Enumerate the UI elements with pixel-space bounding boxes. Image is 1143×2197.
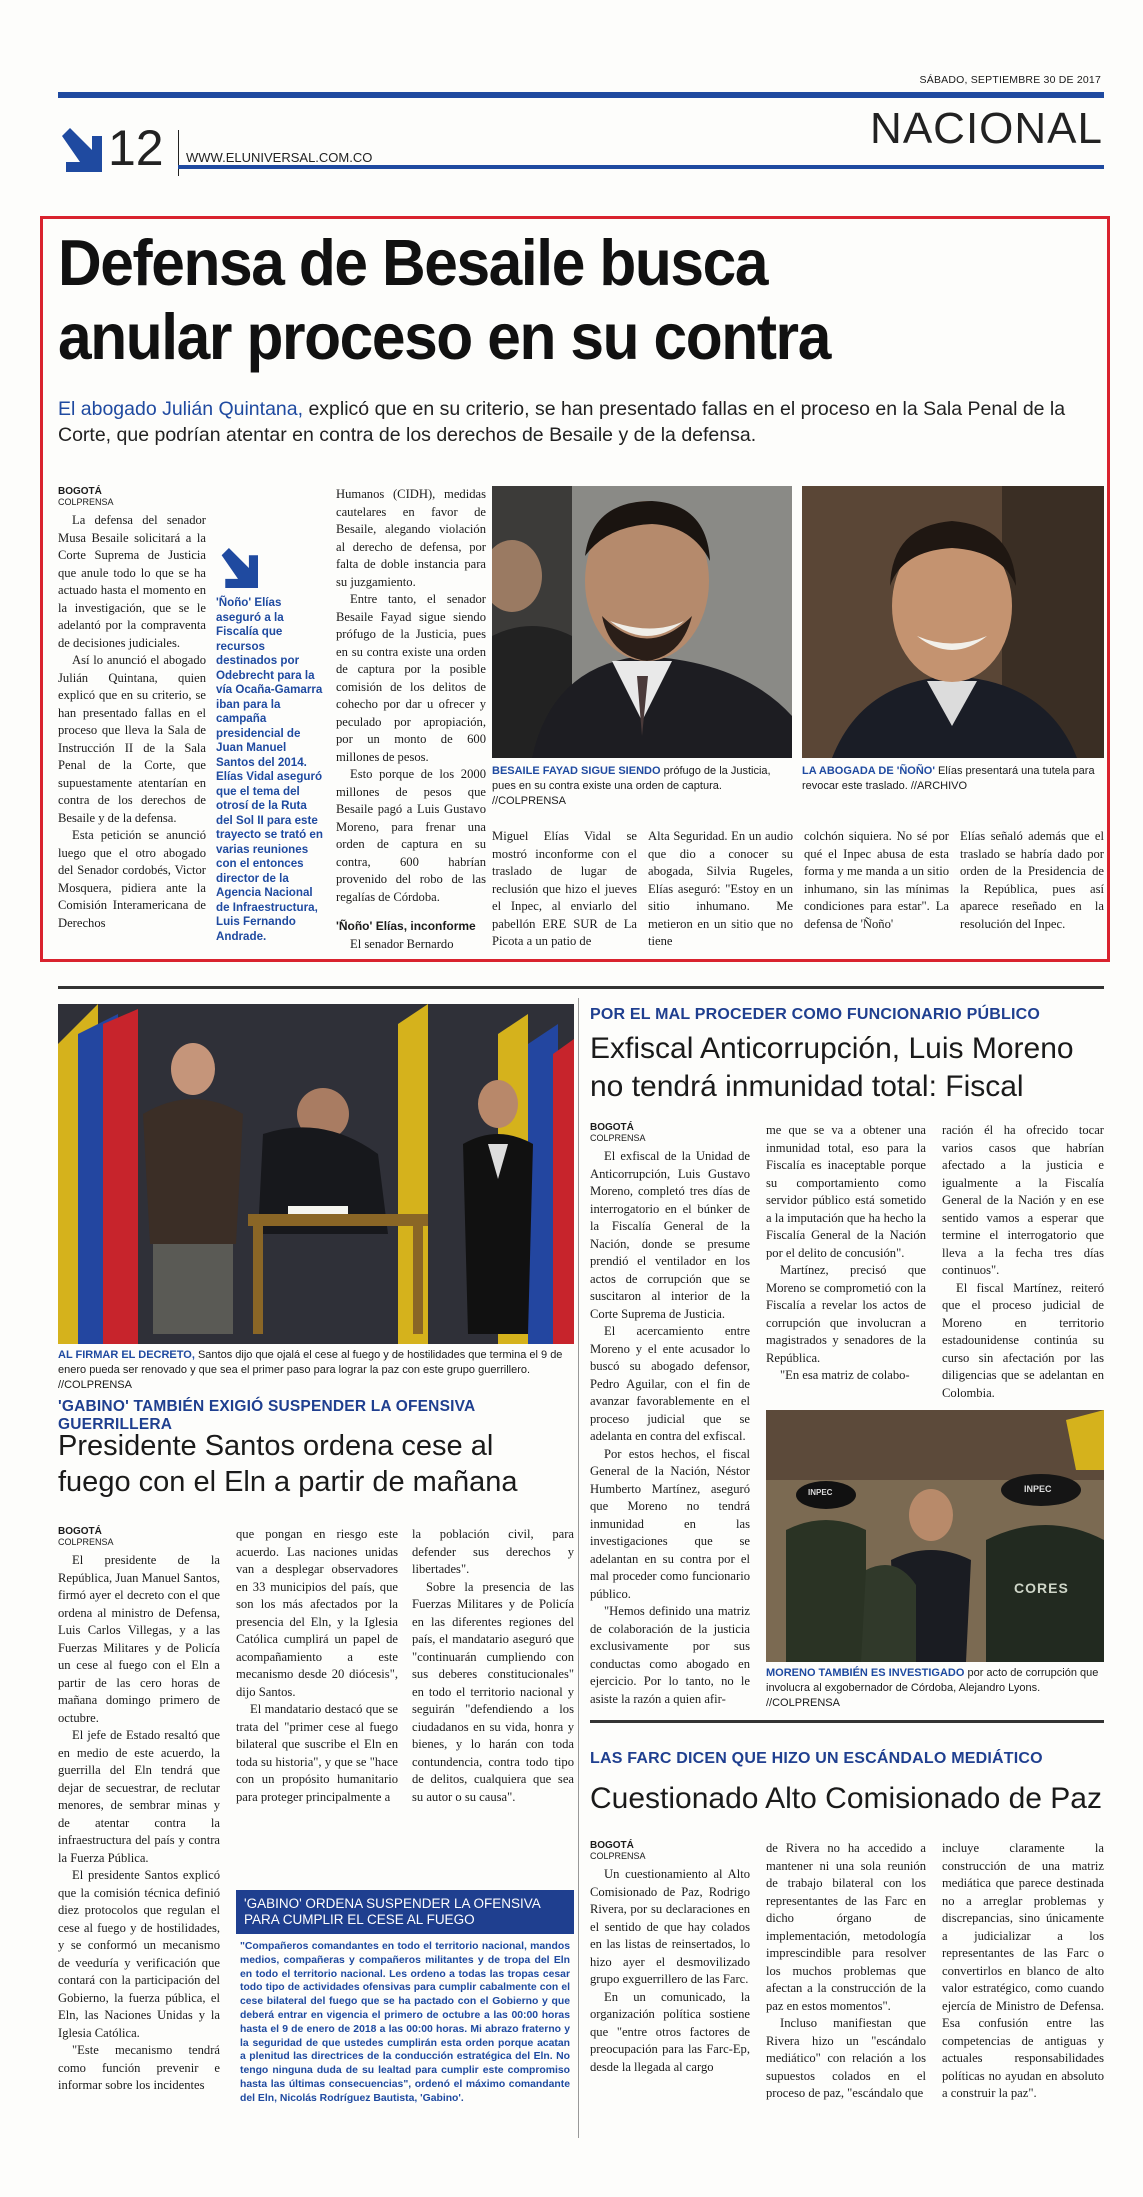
moreno-col2-p2: Martínez, precisó que Moreno se comprometió con la Fiscalía a revelar los actos de corrupción que involucran a magistrados y senadores de la República. bbox=[766, 1263, 926, 1365]
moreno-dateline: BOGOTÁ bbox=[590, 1122, 634, 1133]
moreno-col-2 bbox=[766, 1122, 926, 1385]
santos-agency: COLPRENSA bbox=[58, 1537, 114, 1547]
caption-besaile bbox=[492, 764, 792, 809]
caption-santos-bold: AL FIRMAR EL DECRETO, bbox=[58, 1349, 195, 1361]
page-number-divider bbox=[178, 130, 179, 176]
farc-col1-p1: Un cuestionamiento al Alto Comisionado de Paz, Rodrigo Rivera, por su declaraciones en el sentido de que hay colados en las listas de reinsertados, lo hizo ayer el desmovilizado grupo exguerrillero de las Farc. bbox=[590, 1867, 750, 1986]
main-col4-text: Alta Seguridad. En un audio que dio a conocer su abogada, Silvia Rugeles, Elías aseguró: "Estoy en un sitio inhumano. Me metieron en un sitio que no tiene bbox=[648, 829, 793, 948]
caption-besaile-bold: BESAILE FAYAD SIGUE SIENDO bbox=[492, 765, 661, 777]
santos-col2-p1: que pongan en riesgo este acuerdo. Las naciones unidas van a desplegar observadores en 33 municipios del país, que son los más afectados por la presencia del Eln, y la Iglesia Católica cumplirá un papel de acompañamiento a este mecanismo desde 20 diócesis", dijo Santos. bbox=[236, 1527, 398, 1699]
santos-col3-p1: la población civil, para defender sus derechos y libertades". bbox=[412, 1527, 574, 1576]
moreno-col3-p1: ración él ha ofrecido tocar varios casos que habrían afectado a la justicia e igualmente a la Fiscalía General de la Nación y en ese sentido vamos a esperar que termine el interrogatorio que lleva a la fecha tres días continuos". bbox=[942, 1123, 1104, 1277]
caption-santos bbox=[58, 1348, 574, 1393]
gabino-box bbox=[236, 1890, 574, 2140]
main-col1-p3: Esta petición se anunció luego que el otro abogado del Senador cordobés, Victor Mosquera, pidiera ante la Comisión Interamericana de Derechos bbox=[58, 828, 206, 930]
main-subhead: 'Ñoño' Elías, inconforme bbox=[336, 919, 476, 933]
main-lead-highlight: El abogado Julián Quintana, bbox=[58, 398, 304, 420]
main-col2-p3: Esto porque de los 2000 millones de pesos que Besaile pagó a Luis Gustavo Moreno, para frenar una orden de captura en su contra, 600 habrían provenido del robo de las regalías de Córdoba. bbox=[336, 767, 486, 904]
main-col2-p2: Entre tanto, el senador Besaile Fayad sigue siendo prófugo de la Justicia, pues en su contra existe una orden de captura por la posible comisión de los delitos de cohecho por dar u ofrecer y peculado por apropiación, por un monto de 600 millones de pesos. bbox=[336, 592, 486, 764]
santos-kicker: 'GABINO' TAMBIÉN EXIGIÓ SUSPENDER LA OFENSIVA GUERRILLERA bbox=[58, 1398, 475, 1433]
santos-col1-p4: "Este mecanismo tendrá como función prevenir e informar sobre los incidentes bbox=[58, 2043, 220, 2092]
santos-col1-p2: El jefe de Estado resaltó que en medio de este acuerdo, la guerrilla del Eln tendrá que dejar de secuestrar, de reclutar menores, de sembrar minas y de atentar contra la infraestructura del país y contra la Fuerza Pública. bbox=[58, 1728, 220, 1865]
main-headline-line1: Defensa de Besaile busca bbox=[58, 226, 768, 299]
farc-col2-p1: de Rivera no ha accedido a mantener ni una sola reunión de trabajo bilateral con los representantes de las Farc en dicho órgano de implementación, metodología imprescindible para resolver los muchos problemas que afectan a la construcción de la paz en estos momentos". bbox=[766, 1841, 926, 2013]
moreno-col-3 bbox=[942, 1122, 1104, 1402]
main-col1-p2: Así lo anunció el abogado Julián Quintana, quien explicó que en su criterio, se han presentado fallas en el proceso que lleva la Sala de Instrucción II de la Sala Penal de la Corte, que supuestamente atentarían en contra de los derechos de Besaile y de la defensa. bbox=[58, 653, 206, 825]
column-divider bbox=[578, 998, 579, 2138]
section-divider bbox=[58, 986, 1104, 989]
main-headline bbox=[58, 226, 1081, 374]
inpec-badge-1: INPEC bbox=[808, 1488, 833, 1497]
moreno-headline: Exfiscal Anticorrupción, Luis Moreno no tendrá inmunidad total: Fiscal bbox=[590, 1032, 1074, 1103]
santos-col-2 bbox=[236, 1526, 398, 1806]
santos-col-3 bbox=[412, 1526, 574, 1806]
main-col5-text: colchón siquiera. No sé por qué el Inpec abusa de esta forma y me manda a un sitio inhumano, sin las mínimas condiciones para estar". La defensa de 'Ñoño' bbox=[804, 829, 949, 931]
sidebar-note: 'Ñoño' Elías aseguró a la Fiscalía que recursos destinados por Odebrecht para la vía Ocaña-Gamarra iban para la campaña presidencial de Juan Manuel Santos del 2014. Elías Vidal aseguró que el tema del otrosí de la Ruta del Sol II para este trayecto se trató en varias reuniones con el entonces director de la Agencia Nacional de Infraestructura, Luis Fernando Andrade. bbox=[216, 596, 323, 943]
main-col-2 bbox=[336, 486, 486, 953]
page-date: SÁBADO, SEPTIEMBRE 30 DE 2017 bbox=[919, 74, 1101, 86]
moreno-col2-p3: "En esa matriz de colabo- bbox=[780, 1368, 910, 1382]
photo-besaile bbox=[492, 486, 792, 758]
moreno-col1-p1: El exfiscal de la Unidad de Anticorrupción, Luis Gustavo Moreno, completó tres días de interrogatorio en el búnker de la Fiscalía General de la Nación, donde se presume prendió el ventilador en los actos de corrupción que se suscitaron al interior de la Corte Suprema de Justicia. bbox=[590, 1149, 750, 1321]
moreno-col1-p2: El acercamiento entre Moreno y el ente acusador lo buscó su abogado defensor, Pedro Aguilar, con el fin de avanzar favorablemente en el proceso judicial que se adelanta en contra del exfiscal. bbox=[590, 1324, 750, 1443]
caption-nono bbox=[802, 764, 1104, 794]
main-col6-text: Elías señaló además que el traslado se habría dado por orden de la Presidencia de la República, pues así aparece reseñado en la resolución del Inpec. bbox=[960, 829, 1104, 931]
farc-col-3 bbox=[942, 1840, 1104, 2103]
moreno-kicker: POR EL MAL PROCEDER COMO FUNCIONARIO PÚBLICO bbox=[590, 1006, 1041, 1023]
section-title: NACIONAL bbox=[870, 104, 1103, 153]
farc-headline: Cuestionado Alto Comisionado de Paz bbox=[590, 1782, 1102, 1815]
santos-col1-p1: El presidente de la República, Juan Manuel Santos, firmó ayer el decreto con el que ordena al ministro de Defensa, Luis Carlos Villegas, y a las Fuerzas Militares y de Policía un cese al fuego con el Eln a partir de las cero horas de mañana domingo primero de octubre. bbox=[58, 1553, 220, 1725]
main-col-1 bbox=[58, 486, 206, 932]
arrow-icon bbox=[58, 128, 102, 172]
gabino-box-title: 'GABINO' ORDENA SUSPENDER LA OFENSIVA PARA CUMPLIR EL CESE AL FUEGO bbox=[236, 1890, 574, 1934]
santos-col2-p2: El mandatario destacó que se trata del "primer cese al fuego bilateral que suscribe el Eln en toda su historia", y que se "hace con un propósito humanitario para proteger principalmente a bbox=[236, 1702, 398, 1804]
main-col-3 bbox=[492, 828, 637, 951]
main-lead-text: explicó que en su criterio, se han presentado fallas en el proceso en la Sala Penal de la Corte, que podrían atentar en contra de los derechos de Besaile y de la defensa. bbox=[58, 398, 1066, 446]
cores-badge: CORES bbox=[1014, 1580, 1069, 1596]
sidebar-arrow-icon bbox=[218, 548, 258, 588]
caption-moreno-bold: MORENO TAMBIÉN ES INVESTIGADO bbox=[766, 1667, 965, 1679]
caption-besaile-text: prófugo de la Justicia, pues en su contra existe una orden de captura. //COLPRENSA bbox=[492, 765, 771, 807]
gabino-box-text: "Compañeros comandantes en todo el territorio nacional, mandos medios, compañeras y compañeros militantes y de tropa del Eln en todo el territorio nacional. Les ordeno a todas las tropas cesar todo tipo de actividades ofensivas para cumplir cabalmente con el cese bilateral del fuego que se ha pactado con el Gobierno y que deberá entrar en vigencia el primero de octubre a las 00:00 horas hasta el 9 de enero de 2018 a las 00:00 horas. Mi abrazo fraterno y la seguridad de que ustedes cumplirán esta orden porque acatan a plenitud las directrices de la conducción estratégica del Eln. No tengo ninguna duda de su lealtad para cumplir este compromiso hasta las últimas consecuencias", ordenó el máximo comandante del Eln, Nicolás Rodríguez Bautista, 'Gabino'. bbox=[240, 1941, 570, 2104]
moreno-col2-p1: me que se va a obtener una inmunidad total, eso para la Fiscalía es inaceptable porque su comportamiento como servidor público está sometido a la imputación que ha hecho la Fiscalía General de la Nación por el delito de concusión". bbox=[766, 1123, 926, 1260]
farc-agency: COLPRENSA bbox=[590, 1851, 646, 1861]
moreno-col1-p4: "Hemos definido una matriz de colaboración de la justicia exclusivamente por sus conductas como abogado en ejercicio. Por lo tanto, no le asiste la razón a quien afir- bbox=[590, 1604, 750, 1706]
main-col2-p1: Humanos (CIDH), medidas cautelares en favor de Besaile, alegando violación al derecho de defensa, por falta de doble instancia para su juzgamiento. bbox=[336, 487, 486, 589]
farc-dateline: BOGOTÁ bbox=[590, 1840, 634, 1851]
main-lead bbox=[58, 396, 1078, 448]
caption-moreno-text: por acto de corrupción que involucra al exgobernador de Córdoba, Alejandro Lyons. //COLPRENSA bbox=[766, 1667, 1099, 1709]
farc-col-2 bbox=[766, 1840, 926, 2103]
inpec-badge-2: INPEC bbox=[1024, 1484, 1052, 1494]
main-col2-end: El senador Bernardo bbox=[350, 936, 454, 951]
santos-col1-p3: El presidente Santos explicó que la comisión técnica definió diez protocolos que regulan el cese al fuego y de hostilidades, y se conformó un mecanismo de veeduría y verificación que contará con la participación del Gobierno, la fuerza pública, el Eln, las Naciones Unidas y la Iglesia Católica. bbox=[58, 1868, 220, 2040]
main-col-6 bbox=[960, 828, 1104, 933]
moreno-col3-p2: El fiscal Martínez, reiteró que el proceso judicial de Moreno en territorio estadounidense continúa su curso sin afectación por las diligencias que se adelantan en Colombia. bbox=[942, 1280, 1104, 1400]
main-headline-line2: anular proceso en su contra bbox=[58, 300, 830, 373]
santos-headline: Presidente Santos ordena cese al fuego con el Eln a partir de mañana bbox=[58, 1430, 518, 1498]
santos-col3-p2: Sobre la presencia de las Fuerzas Militares y de Policía en las diferentes regiones del país, el mandatario aseguró que "continuarán cumpliendo con sus deberes constitucionales" en todo el territorio nacional y seguirán "defendiendo a los ciudadanos en su vida, honra y bienes, y lo harán con toda contundencia, contra todo tipo de delitos, cualquiera que sea su autor o su causa". bbox=[412, 1579, 574, 1804]
main-col-4 bbox=[648, 828, 793, 951]
santos-dateline: BOGOTÁ bbox=[58, 1526, 102, 1537]
section-rule bbox=[178, 165, 1104, 169]
photo-nono bbox=[802, 486, 1104, 758]
website-link[interactable]: WWW.ELUNIVERSAL.COM.CO bbox=[186, 150, 373, 165]
farc-divider bbox=[590, 1720, 1104, 1723]
main-col1-p1: La defensa del senador Musa Besaile solicitará a la Corte Suprema de Justicia que anule todo lo que se ha actuado hasta el momento en la investigación, que se le adelantó por la compraventa de decisiones judiciales. bbox=[58, 513, 206, 650]
caption-santos-text: Santos dijo que ojalá el cese al fuego y de hostilidades que termina el 9 de enero pueda ser renovado y que sea el primer paso para lograr la paz con este grupo guerrillero. //COLPRENSA bbox=[58, 1349, 563, 1391]
farc-col3-p1: incluye claramente la construcción de una matriz mediática que parece destinada no a arreglar problemas y discrepancias, sino únicamente a judicializar a los representantes de las Farc o convertirlos en blanco de alto valor estratégico, como cuando ejercía de Ministro de Defensa. Esa confusión entre las competencias de antiguas y actuales responsabilidades políticas no ayudan en absoluto a construir la paz". bbox=[942, 1841, 1104, 2100]
farc-col1-p2: En un comunicado, la organización política sostiene que "entre otros factores de preocupación para las Farc-Ep, desde la llegada al cargo bbox=[590, 1989, 750, 2074]
main-col-5 bbox=[804, 828, 949, 933]
farc-kicker: LAS FARC DICEN QUE HIZO UN ESCÁNDALO MEDIÁTICO bbox=[590, 1750, 1043, 1767]
main-col3-text: Miguel Elías Vidal se mostró inconforme con el traslado de lugar de reclusión que hizo el jueves el Inpec, al enviarlo del pabellón ERE SUR de La Picota a un patio de bbox=[492, 829, 637, 948]
photo-santos-signing bbox=[58, 1004, 574, 1344]
farc-col-1 bbox=[590, 1840, 750, 2076]
caption-nono-bold: LA ABOGADA DE 'ÑOÑO' bbox=[802, 765, 935, 777]
santos-col-1 bbox=[58, 1526, 220, 2095]
moreno-col1-p3: Por estos hechos, el fiscal General de la Nación, Néstor Humberto Martínez, aseguró que Moreno no tendrá inmunidad en las investigaciones que se adelantan en su contra por el mal proceder como funcionario público. bbox=[590, 1446, 750, 1601]
moreno-col-1 bbox=[590, 1122, 750, 1708]
main-dateline: BOGOTÁ bbox=[58, 486, 102, 497]
photo-moreno bbox=[766, 1410, 1104, 1662]
page-number: 12 bbox=[108, 120, 164, 176]
main-agency: COLPRENSA bbox=[58, 497, 114, 507]
caption-moreno bbox=[766, 1666, 1104, 1711]
top-rule bbox=[58, 92, 1104, 98]
farc-col2-p2: Incluso manifiestan que Rivera hizo un "escándalo mediático" con relación a los supuestos colados en el proceso de paz, "escándalo que bbox=[766, 2016, 926, 2100]
caption-nono-text: Elías presentará una tutela para revocar este traslado. //ARCHIVO bbox=[802, 765, 1095, 792]
moreno-agency: COLPRENSA bbox=[590, 1133, 646, 1143]
